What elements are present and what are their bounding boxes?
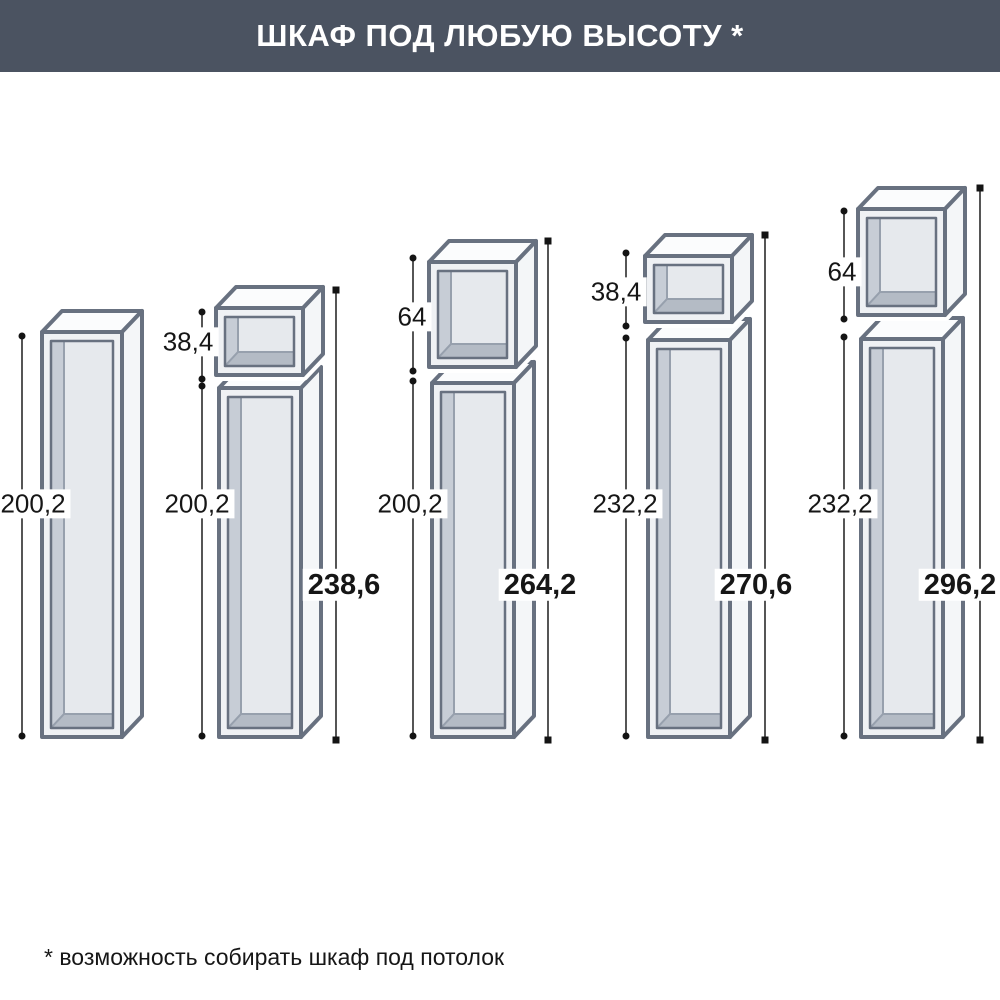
cabinet-5-module-height-label: 232,2 xyxy=(802,489,877,518)
footnote-text: * возможность собирать шкаф под потолок xyxy=(44,944,505,970)
tall-module-right-face xyxy=(943,318,963,737)
dimension-dot-marker xyxy=(199,376,206,383)
tall-module-inner-left-wall xyxy=(870,348,883,728)
top-box-module-right-face xyxy=(516,241,536,367)
cabinet-2-box-height-label: 38,4 xyxy=(158,327,219,356)
dimension-dot-marker xyxy=(199,733,206,740)
top-box-module-right-face xyxy=(945,188,965,315)
dimension-square-marker xyxy=(977,185,984,192)
cabinet-5-illustration xyxy=(841,185,984,744)
cabinet-1-module-height-label: 200,2 xyxy=(0,489,71,518)
top-box-module-inner-floor xyxy=(438,344,507,358)
dimension-dot-marker xyxy=(841,316,848,323)
tall-module-right-face xyxy=(122,311,142,737)
dimension-square-marker xyxy=(545,737,552,744)
dimension-square-marker xyxy=(545,238,552,245)
cabinet-5-box-height-label: 64 xyxy=(823,257,862,286)
dimension-dot-marker xyxy=(623,323,630,330)
top-box-module-inner-floor xyxy=(867,292,936,306)
cabinet-4-module-height-label: 232,2 xyxy=(587,489,662,518)
dimension-square-marker xyxy=(977,737,984,744)
top-box-module-inner-floor xyxy=(654,299,723,313)
dimension-square-marker xyxy=(333,737,340,744)
cabinet-3-module-height-label: 200,2 xyxy=(372,489,447,518)
dimension-square-marker xyxy=(762,737,769,744)
dimension-dot-marker xyxy=(199,383,206,390)
dimension-square-marker xyxy=(762,232,769,239)
cabinet-1-illustration xyxy=(19,311,143,740)
cabinet-2-total-height-label: 238,6 xyxy=(303,569,386,601)
page-title: ШКАФ ПОД ЛЮБУЮ ВЫСОТУ * xyxy=(256,18,744,53)
cabinet-3-box-height-label: 64 xyxy=(393,302,432,331)
dimension-dot-marker xyxy=(623,733,630,740)
cabinet-3-total-height-label: 264,2 xyxy=(499,569,582,601)
dimension-dot-marker xyxy=(623,335,630,342)
dimension-dot-marker xyxy=(410,368,417,375)
tall-module-inner-left-wall xyxy=(228,397,241,728)
cabinet-4-total-height-label: 270,6 xyxy=(715,569,798,601)
dimension-dot-marker xyxy=(19,733,26,740)
dimension-dot-marker xyxy=(841,208,848,215)
top-box-module-inner-floor xyxy=(225,352,294,366)
dimension-dot-marker xyxy=(410,733,417,740)
cabinet-4-box-height-label: 38,4 xyxy=(586,277,647,306)
tall-module-right-face xyxy=(301,367,321,737)
tall-module-right-face xyxy=(514,362,534,737)
tall-module-inner-left-wall xyxy=(657,349,670,728)
tall-module-inner-left-wall xyxy=(441,392,454,728)
tall-module-right-face xyxy=(730,319,750,737)
tall-module-inner-left-wall xyxy=(51,341,64,728)
dimension-dot-marker xyxy=(841,334,848,341)
dimension-dot-marker xyxy=(19,333,26,340)
cabinet-5-total-height-label: 296,2 xyxy=(919,569,1000,601)
dimension-dot-marker xyxy=(841,733,848,740)
dimension-dot-marker xyxy=(199,309,206,316)
dimension-square-marker xyxy=(333,287,340,294)
dimension-dot-marker xyxy=(410,378,417,385)
dimension-dot-marker xyxy=(623,250,630,257)
cabinet-2-module-height-label: 200,2 xyxy=(159,489,234,518)
dimension-dot-marker xyxy=(410,255,417,262)
